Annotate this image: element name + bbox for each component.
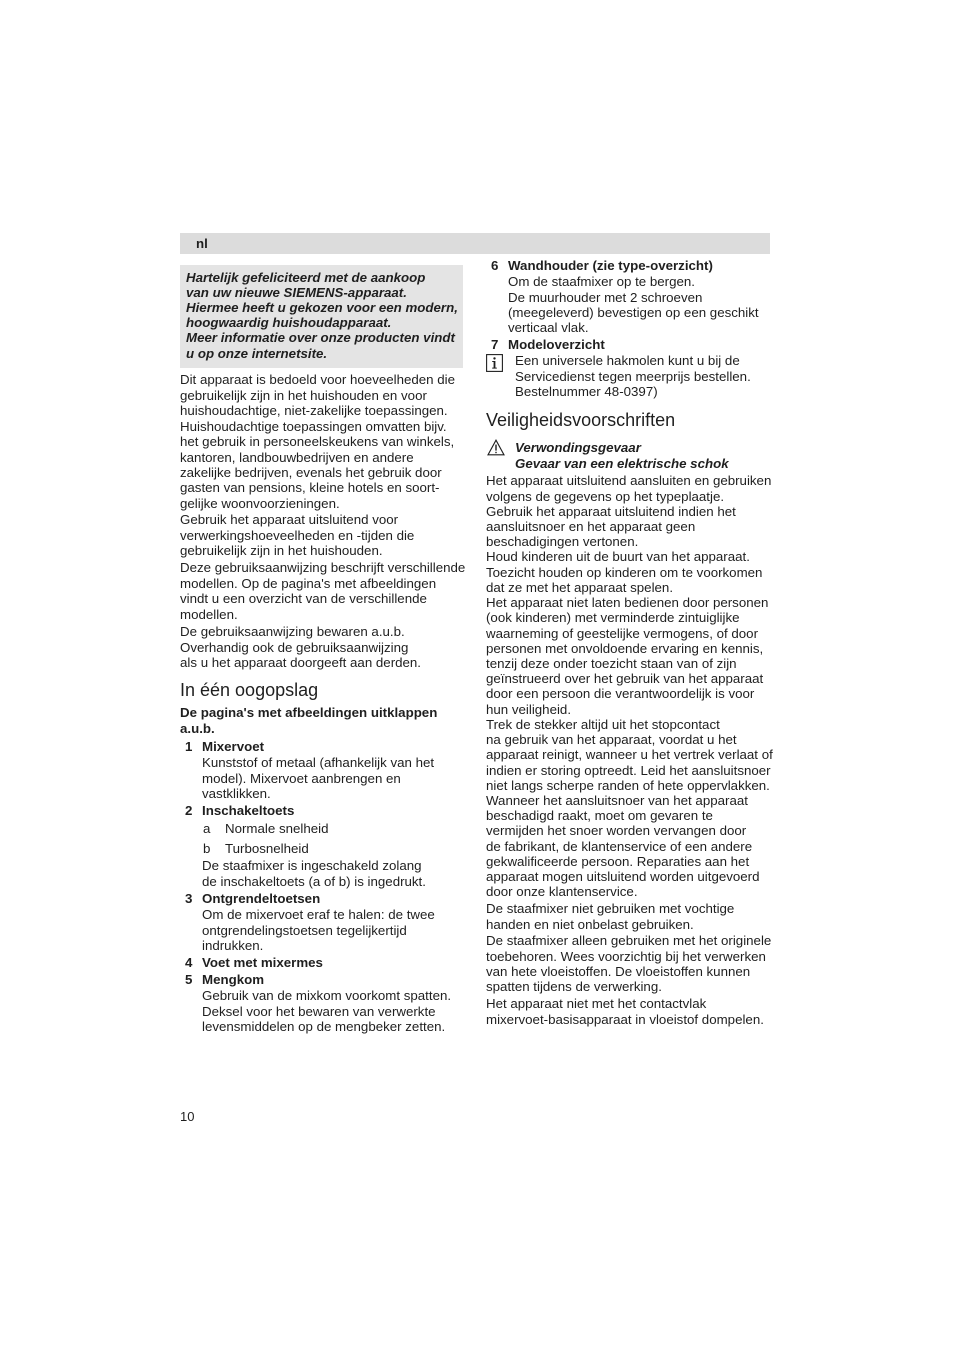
paragraph-line: van hete vloeistoffen. De vloeistoffen kunnen (486, 963, 751, 979)
safety-heading: Veiligheidsvoorschriften (486, 410, 676, 430)
intro-usage-paragraph (180, 372, 455, 511)
paragraph-line: Het apparaat niet laten bedienen door personen (486, 595, 769, 611)
welcome-line: u op onze internetsite. (186, 345, 328, 361)
paragraph-line: het gebruik in personeelskeukens van winkels, (180, 434, 455, 450)
item-number: 5 (185, 972, 193, 988)
warning-text (515, 440, 729, 470)
paragraph-line: gebruikelijk zijn in het huishouden en voor (180, 387, 427, 403)
item-number: 7 (491, 337, 499, 353)
overview-item-title (185, 972, 264, 987)
paragraph-line: De gebruiksaanwijzing bewaren a.u.b. (180, 624, 405, 640)
overview-item-title (185, 803, 294, 818)
overview-item-title (491, 258, 713, 273)
paragraph-line: indien er storing optreedt. Leid het aansluitsnoer (486, 762, 771, 778)
item-number: 3 (185, 891, 193, 907)
welcome-box (180, 265, 463, 368)
paragraph-line: Deze gebruiksaanwijzing beschrijft verschillende (180, 560, 466, 576)
item-number: 1 (185, 739, 193, 755)
paragraph-line: volgens de gegevens op het typeplaatje. (486, 488, 725, 504)
paragraph-line: toebehoren. Wees voorzichtig bij het verwerken (486, 948, 766, 964)
warning-line: Verwondingsgevaar (515, 440, 641, 456)
paragraph-line: huishoudachtige, niet-zakelijke toepassingen. (180, 403, 448, 419)
paragraph-line: apparaat reinigt, wanneer u het vertrek verlaat of (486, 747, 773, 763)
description-line: Kunststof of metaal (afhankelijk van het (202, 755, 435, 771)
overview-item-description (202, 907, 435, 953)
welcome-line: hoogwaardig huishoudapparaat. (186, 315, 392, 331)
info-note-line: Servicedienst tegen meerprijs bestellen. (515, 368, 751, 384)
item-number: 4 (185, 955, 193, 971)
safety-paragraph (486, 473, 773, 899)
intro-keep-paragraph (180, 624, 421, 670)
info-note-line: Bestelnummer 48-0397) (515, 383, 658, 399)
speed-option (203, 821, 328, 836)
paragraph-line: beschadigingen vertonen. (486, 534, 639, 550)
paragraph-line: na gebruik van het apparaat, voordat u het (486, 732, 737, 748)
paragraph-line: hun veiligheid. (486, 701, 572, 717)
item-title: Inschakeltoets (202, 803, 295, 819)
info-icon (486, 354, 503, 372)
paragraph-line: gekwalificeerde persoon. Reparaties aan het (486, 853, 750, 869)
fold-out-note (180, 705, 437, 736)
welcome-line: Hartelijk gefeliciteerd met de aankoop (186, 269, 426, 285)
paragraph-line: vermijden het snoer worden vervangen door (486, 823, 747, 839)
paragraph-line: geïnstrueerd over het gebruik van het apparaat (486, 671, 764, 687)
paragraph-line: vindt u een overzicht van de verschillende (180, 591, 427, 607)
paragraph-line: De staafmixer alleen gebruiken met het originele (486, 933, 772, 949)
safety-paragraph (486, 901, 734, 931)
safety-paragraph (486, 933, 771, 994)
info-note-line: Een universele hakmolen kunt u bij de (515, 353, 740, 369)
paragraph-line: Gebruik het apparaat uitsluitend indien het (486, 503, 736, 519)
description-line: indrukken. (202, 938, 264, 954)
description-line: levensmiddelen op de mengbeker zetten. (202, 1019, 446, 1035)
overview-item-description (202, 988, 451, 1034)
item-number: 2 (185, 803, 193, 819)
option-key: a (203, 821, 211, 837)
paragraph-line: personen met onvoldoende ervaring en kennis, (486, 640, 764, 656)
language-band (180, 233, 770, 254)
item-title: Ontgrendeltoetsen (202, 891, 321, 907)
paragraph-line: Dit apparaat is bedoeld voor hoeveelheden die (180, 372, 456, 388)
paragraph-line: gasten van pensions, kleine hotels en soort- (180, 480, 440, 496)
paragraph-line: spatten tijdens de verwerking. (486, 979, 662, 995)
description-line: Om de staafmixer op te bergen. (508, 274, 695, 290)
paragraph-line: apparaat mogen uitsluitend worden uitgevoerd (486, 869, 760, 885)
paragraph-line: Het apparaat uitsluitend aansluiten en gebruiken (486, 473, 772, 489)
paragraph-line: als u het apparaat doorgeeft aan derden. (180, 655, 422, 671)
page-number: 10 (180, 1109, 195, 1124)
paragraph-line: Trek de stekker altijd uit het stopcontact (486, 716, 720, 732)
paragraph-line: Wanneer het aansluitsnoer van het apparaat (486, 792, 748, 808)
paragraph-line: mixervoet-basisapparaat in vloeistof dompelen. (486, 1011, 764, 1027)
paragraph-line: handen en niet onbelast gebruiken. (486, 916, 694, 932)
paragraph-line: de fabrikant, de klantenservice of een andere (486, 838, 753, 854)
description-line: Deksel voor het bewaren van verwerkte (202, 1003, 436, 1019)
item-title: Mixervoet (202, 739, 265, 755)
warning-triangle-icon (487, 439, 505, 456)
paragraph-line: Gebruik het apparaat uitsluitend voor (180, 512, 399, 528)
paragraph-line: Houd kinderen uit de buurt van het apparaat. (486, 549, 750, 565)
description-line: Gebruik van de mixkom voorkomt spatten. (202, 988, 452, 1004)
paragraph-line: dat ze met het apparaat spelen. (486, 579, 674, 595)
description-line: (meegeleverd) bevestigen op een geschikt (508, 304, 759, 320)
welcome-line: Meer informatie over onze producten vindt (186, 330, 455, 346)
overview-item-title (185, 739, 264, 754)
description-line: de inschakeltoets (a of b) is ingedrukt. (202, 873, 426, 889)
item-title: Mengkom (202, 972, 265, 988)
paragraph-line: aansluitsnoer en het apparaat geen (486, 519, 696, 535)
overview-item-description (202, 858, 426, 889)
paragraph-line: verwerkingshoeveelheden en -tijden die (180, 527, 415, 543)
paragraph-line: De staafmixer niet gebruiken met vochtige (486, 901, 735, 917)
paragraph-line: Toezicht houden op kinderen om te voorkomen (486, 564, 763, 580)
paragraph-line: zakelijke bedrijven, evenals het gebruik door (180, 465, 442, 481)
paragraph-line: Overhandig ook de gebruiksaanwijzing (180, 639, 409, 655)
intro-models-paragraph (180, 560, 465, 622)
language-code: nl (196, 236, 208, 251)
welcome-line: van uw nieuwe SIEMENS-apparaat. (186, 284, 407, 300)
overview-heading: In één oogopslag (180, 680, 319, 700)
description-line: De muurhouder met 2 schroeven (508, 289, 703, 305)
description-line: Om de mixervoet eraf te halen: de twee (202, 907, 435, 923)
description-line: ontgrendelingstoetsen tegelijkertijd (202, 922, 407, 938)
overview-item-description (508, 274, 759, 335)
item-title: Voet met mixermes (202, 955, 323, 971)
intro-usage-limit-paragraph (180, 512, 414, 558)
description-line: verticaal vlak. (508, 320, 589, 336)
speed-option (203, 841, 309, 856)
description-line: model). Mixervoet aanbrengen en (202, 770, 401, 786)
paragraph-line: modellen. (180, 606, 238, 622)
safety-paragraph (486, 996, 764, 1026)
option-label: Turbosnelheid (225, 841, 309, 857)
description-line: De staafmixer is ingeschakeld zolang (202, 858, 422, 874)
paragraph-line: beschadigd raakt, moet om gevaren te (486, 808, 713, 824)
paragraph-line: (ook kinderen) met verminderde zintuiglijke (486, 610, 740, 626)
paragraph-line: gebruikelijk zijn in het huishouden. (180, 543, 383, 559)
paragraph-line: gelijke woonvoorzieningen. (180, 495, 340, 511)
paragraph-line: door onze klantenservice. (486, 884, 638, 900)
item-title: Wandhouder (zie type-overzicht) (508, 258, 713, 274)
info-note (515, 353, 751, 399)
paragraph-line: waarneming of geestelijke vermogens, of door (486, 625, 758, 641)
option-label: Normale snelheid (225, 821, 329, 837)
overview-item-title (185, 955, 323, 970)
item-title: Modeloverzicht (508, 337, 605, 353)
paragraph-line: door een persoon die verantwoordelijk is voor (486, 686, 755, 702)
paragraph-line: kantoren, landbouwbedrijven en andere (180, 449, 414, 465)
item-number: 6 (491, 258, 499, 274)
option-key: b (203, 841, 211, 857)
overview-item-title (185, 891, 320, 906)
overview-item-description (202, 755, 434, 801)
paragraph-line: Het apparaat niet met het contactvlak (486, 996, 707, 1012)
fold-note-line: a.u.b. (180, 720, 215, 736)
warning-line: Gevaar van een elektrische schok (515, 455, 729, 471)
description-line: vastklikken. (202, 786, 271, 802)
paragraph-line: modellen. Op de pagina's met afbeeldingen (180, 575, 437, 591)
fold-note-line: De pagina's met afbeeldingen uitklappen (180, 705, 438, 721)
paragraph-line: niet langs scherpe randen of hete oppervlakken. (486, 777, 770, 793)
paragraph-line: tenzij deze onder toezicht staan van of zijn (486, 656, 737, 672)
welcome-line: Hiermee heeft u gekozen voor een modern, (186, 299, 458, 315)
paragraph-line: Huishoudachtige toepassingen omvatten bijv. (180, 418, 447, 434)
overview-item-title (491, 337, 605, 352)
